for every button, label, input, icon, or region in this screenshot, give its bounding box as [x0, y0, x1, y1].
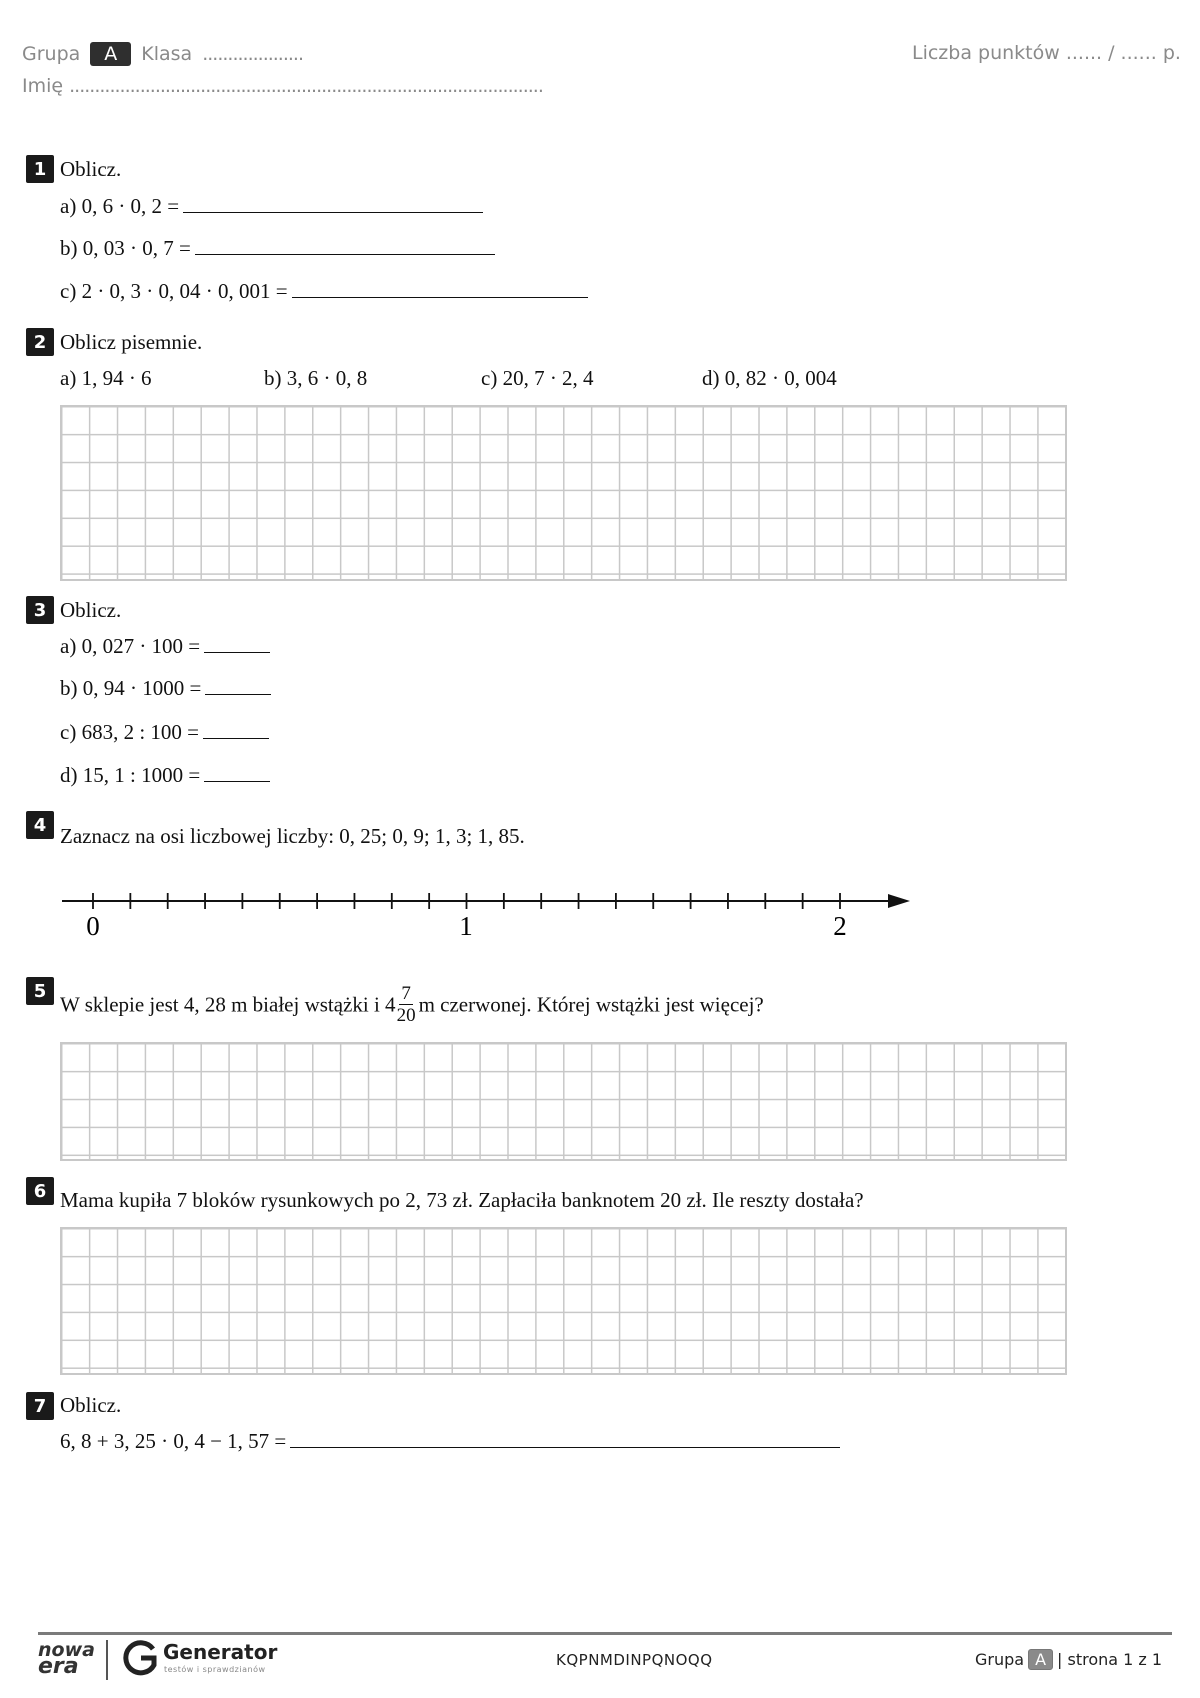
generator-g-icon	[120, 1638, 160, 1678]
header-name-row	[22, 75, 543, 97]
generator-label: Generator	[163, 1640, 278, 1664]
task-5-number: 5	[26, 977, 54, 1005]
answer-line[interactable]	[204, 763, 270, 782]
answer-line[interactable]	[205, 676, 271, 695]
answer-line[interactable]	[290, 1429, 840, 1448]
group-label: Grupa	[22, 43, 81, 65]
generator-sub: testów i sprawdzianów	[164, 1665, 266, 1674]
axis-label-1: 1	[459, 911, 473, 940]
task-6-number: 6	[26, 1177, 54, 1205]
task-7-expression: 6, 8 + 3, 25 · 0, 4 − 1, 57 =	[60, 1429, 840, 1454]
answer-line[interactable]	[183, 194, 483, 213]
nowa-era-logo: nowa era	[38, 1639, 95, 1680]
points-label: Liczba punktów ...... / ...... p.	[912, 42, 1181, 64]
answer-line[interactable]	[203, 720, 269, 739]
name-label: Imię	[22, 75, 64, 97]
work-grid-task-2[interactable]	[60, 405, 1067, 581]
footer-page-info: Grupa A | strona 1 z 1	[975, 1650, 1163, 1669]
name-field[interactable]: ..............................................................................................	[69, 75, 543, 97]
task-1-item-a: a) 0, 6 · 0, 2 =	[60, 194, 483, 219]
task-2-item-c: c) 20, 7 · 2, 4	[481, 366, 594, 390]
fraction: $\frac{7}{20}$	[396, 983, 416, 1026]
task-1-item-c: c) 2 · 0, 3 · 0, 04 · 0, 001 =	[60, 279, 588, 304]
answer-line[interactable]	[204, 634, 270, 653]
answer-line[interactable]	[292, 279, 588, 298]
task-2-item-b: b) 3, 6 · 0, 8	[264, 366, 368, 390]
work-grid-task-5[interactable]	[60, 1042, 1067, 1161]
logo-separator	[106, 1640, 108, 1680]
task-5-text: W sklepie jest 4, 28 m białej wstążki i 4 $\frac{7}{20}$ m czerwonej. Której wstążki jest więcej?	[60, 983, 764, 1026]
class-field[interactable]: ....................	[202, 43, 304, 65]
task-4-number: 4	[26, 811, 54, 839]
task-3-number: 3	[26, 596, 54, 624]
task-3-item-b: b) 0, 94 · 1000 =	[60, 676, 271, 701]
document-code: KQPNMDINPQNOQQ	[556, 1651, 713, 1669]
work-grid-task-6[interactable]	[60, 1227, 1067, 1375]
axis-label-2: 2	[833, 911, 847, 940]
task-4-title: Zaznacz na osi liczbowej liczby: 0, 25; 0, 9; 1, 3; 1, 85.	[60, 824, 525, 848]
task-2-title: Oblicz pisemnie.	[60, 330, 203, 354]
class-label: Klasa	[141, 43, 193, 65]
task-2-item-d: d) 0, 82 · 0, 004	[702, 366, 837, 390]
answer-line[interactable]	[195, 236, 495, 255]
task-2-number: 2	[26, 328, 54, 356]
task-6-title: Mama kupiła 7 bloków rysunkowych po 2, 73 zł. Zapłaciła banknotem 20 zł. Ile reszty dostała?	[60, 1188, 864, 1212]
task-7-number: 7	[26, 1392, 54, 1420]
group-badge: A	[90, 42, 131, 66]
number-line[interactable]	[0, 880, 940, 940]
task-3-item-c: c) 683, 2 : 100 =	[60, 720, 269, 745]
axis-label-0: 0	[86, 911, 100, 940]
footer-rule	[38, 1632, 1172, 1635]
axis-arrow-icon	[888, 894, 910, 908]
task-7-title: Oblicz.	[60, 1393, 122, 1417]
task-1-item-b: b) 0, 03 · 0, 7 =	[60, 236, 495, 261]
task-1-number: 1	[26, 155, 54, 183]
task-3-item-d: d) 15, 1 : 1000 =	[60, 763, 270, 788]
footer-group-badge: A	[1028, 1649, 1053, 1670]
task-2-item-a: a) 1, 94 · 6	[60, 366, 152, 390]
task-1-title: Oblicz.	[60, 157, 122, 181]
task-3-title: Oblicz.	[60, 598, 122, 622]
header-group-class-row	[22, 42, 303, 66]
task-3-item-a: a) 0, 027 · 100 =	[60, 634, 270, 659]
